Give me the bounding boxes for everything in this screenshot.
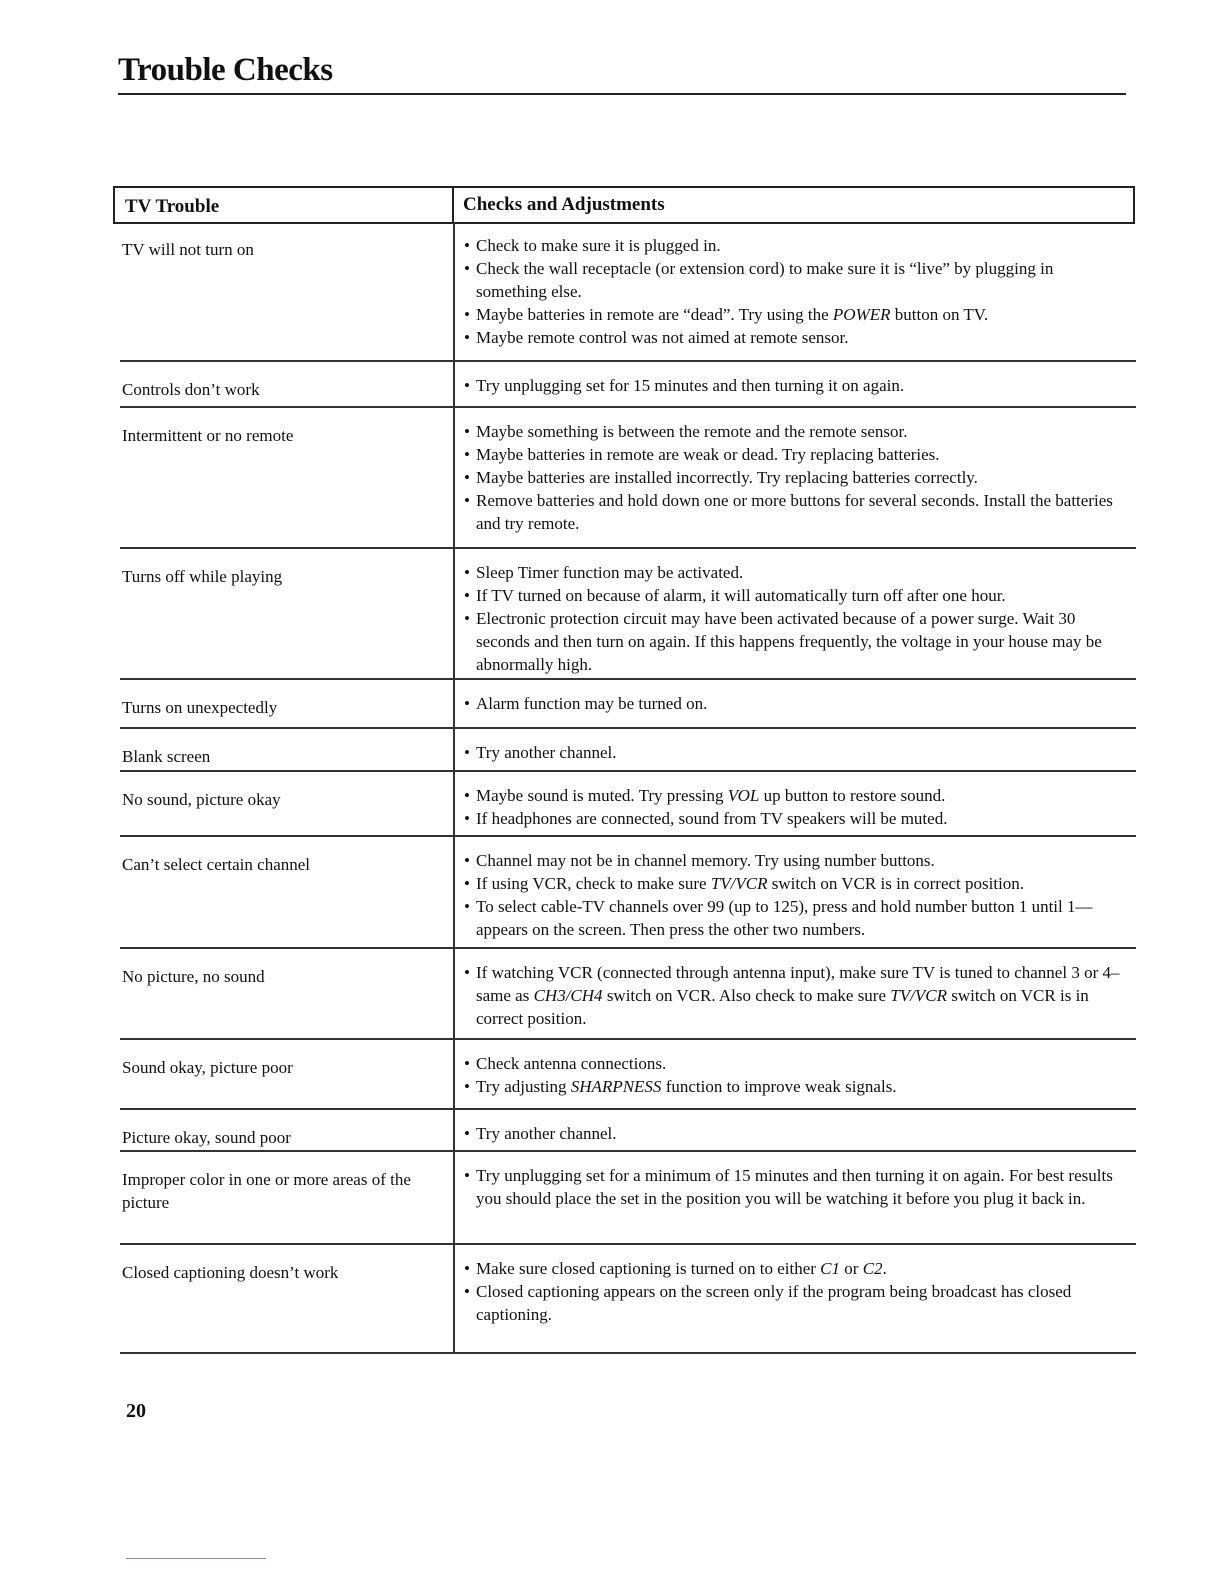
trouble-label: Intermittent or no remote [122,426,294,445]
checks-list [462,1257,1122,1326]
check-item [462,807,1122,830]
check-text: switch on VCR is in correct position. [476,986,1089,1028]
check-item [462,374,1122,397]
emphasized-term: TV/VCR [890,986,947,1005]
checks-list [462,561,1122,676]
check-item [462,561,1122,584]
check-item [462,1075,1122,1098]
check-text: Maybe batteries in remote are “dead”. Try using the [476,305,833,324]
column-divider [453,729,455,772]
checks-list [462,741,1122,764]
column-divider [453,680,455,729]
emphasized-term: C2 [862,1259,883,1278]
header-divider [452,188,454,222]
trouble-label: Controls don’t work [122,380,260,399]
check-item [462,1122,1122,1145]
check-text: switch on VCR is in correct position. [767,874,1025,893]
table-row [120,729,1136,772]
check-text: Sleep Timer function may be activated. [476,563,744,582]
check-text: Maybe batteries are installed incorrectly. Try replacing batteries correctly. [476,468,978,487]
column-divider [453,1040,455,1110]
trouble-label: Turns on unexpectedly [122,698,278,717]
check-item [462,466,1122,489]
check-text: Alarm function may be turned on. [476,694,708,713]
checks-list [462,784,1122,830]
table-row [120,680,1136,729]
trouble-label: No sound, picture okay [122,790,281,809]
check-text: If using VCR, check to make sure [476,874,711,893]
header-tv-trouble: TV Trouble [125,196,220,217]
check-item [462,849,1122,872]
column-divider [453,549,455,680]
check-text: Channel may not be in channel memory. Try using number buttons. [476,851,935,870]
check-item [462,1164,1122,1210]
check-text: If TV turned on because of alarm, it will automatically turn off after one hour. [476,586,1006,605]
emphasized-term: POWER [832,305,891,324]
check-text: switch on VCR. Also check to make sure [602,986,891,1005]
check-text: Try unplugging set for 15 minutes and then turning it on again. [476,376,905,395]
check-item [462,784,1122,807]
check-item [462,1280,1122,1326]
table-row [120,1110,1136,1152]
check-item [462,1052,1122,1075]
check-text: If watching VCR (connected through antenna input), make sure TV is tuned to channel 3 or 4–same as [476,963,1120,1005]
checks-list [462,961,1122,1030]
trouble-label: Turns off while playing [122,567,283,586]
trouble-label: Sound okay, picture poor [122,1058,293,1077]
column-divider [453,1110,455,1152]
checks-list [462,1052,1122,1098]
check-text: Electronic protection circuit may have been activated because of a power surge. Wait 30 seconds and then turn on again. If this happens frequently, the voltage in your house may be abnormally high. [476,609,1102,674]
check-item [462,584,1122,607]
check-text: Try another channel. [476,743,617,762]
column-divider [453,837,455,949]
check-item [462,420,1122,443]
check-text: Check the wall receptacle (or extension cord) to make sure it is “live” by plugging in something else. [476,259,1054,301]
table-row [120,949,1136,1040]
checks-list [462,234,1122,349]
check-text: If headphones are connected, sound from TV speakers will be muted. [476,809,948,828]
check-text: function to improve weak signals. [661,1077,897,1096]
checks-list [462,1164,1122,1210]
check-text: . [882,1259,887,1278]
check-text: Maybe remote control was not aimed at remote sensor. [476,328,849,347]
check-item [462,741,1122,764]
check-item [462,234,1122,257]
table-header [113,186,1135,224]
check-text: Try another channel. [476,1124,617,1143]
check-item [462,607,1122,676]
check-text: Make sure closed captioning is turned on to either [476,1259,821,1278]
column-divider [453,408,455,549]
check-text: up button to restore sound. [759,786,946,805]
table-row [120,837,1136,949]
emphasized-term: VOL [727,786,760,805]
emphasized-term: C1 [820,1259,841,1278]
check-text: or [840,1259,863,1278]
checks-list [462,374,1122,397]
trouble-label: Improper color in one or more areas of the picture [122,1170,411,1212]
check-text: button on TV. [890,305,989,324]
table-row [120,408,1136,549]
check-item [462,895,1122,941]
checks-list [462,692,1122,715]
check-item [462,692,1122,715]
page-title: Trouble Checks [118,52,333,88]
column-divider [453,1245,455,1354]
column-divider [453,362,455,408]
emphasized-term: SHARPNESS [570,1077,662,1096]
check-text: Try unplugging set for a minimum of 15 minutes and then turning it on again. For best results you should place the set in the position you will be watching it before you plug it back in. [476,1166,1113,1208]
table-row [120,549,1136,680]
table-row [120,222,1136,362]
column-divider [453,772,455,837]
check-item [462,326,1122,349]
check-item [462,961,1122,1030]
check-item [462,443,1122,466]
check-text: Maybe batteries in remote are weak or dead. Try replacing batteries. [476,445,940,464]
check-text: Check antenna connections. [476,1054,667,1073]
check-text: Maybe something is between the remote and the remote sensor. [476,422,908,441]
check-text: Check to make sure it is plugged in. [476,236,721,255]
trouble-label: No picture, no sound [122,967,265,986]
check-item [462,1257,1122,1280]
check-text: Remove batteries and hold down one or more buttons for several seconds. Install the batteries and try remote. [476,491,1113,533]
header-checks: Checks and Adjustments [463,194,665,215]
check-text: Try adjusting [476,1077,571,1096]
column-divider [453,222,455,362]
check-item [462,303,1122,326]
trouble-label: Picture okay, sound poor [122,1128,291,1147]
check-item [462,489,1122,535]
emphasized-term: TV/VCR [710,874,768,893]
table-row [120,1152,1136,1245]
check-item [462,257,1122,303]
footer-rule [126,1558,266,1559]
checks-list [462,1122,1122,1145]
checks-list [462,420,1122,535]
checks-list [462,849,1122,941]
table-row [120,772,1136,837]
trouble-label: Blank screen [122,747,211,766]
check-item [462,872,1122,895]
title-rule [118,93,1126,95]
table-row [120,1040,1136,1110]
table-row [120,362,1136,408]
trouble-label: Can’t select certain channel [122,855,311,874]
column-divider [453,949,455,1040]
column-divider [453,1152,455,1245]
table-row [120,1245,1136,1354]
trouble-label: Closed captioning doesn’t work [122,1263,339,1282]
check-text: Closed captioning appears on the screen only if the program being broadcast has closed captioning. [476,1282,1072,1324]
check-text: To select cable-TV channels over 99 (up to 125), press and hold number button 1 until 1— appears on the screen. Then press the other two numbers. [476,897,1093,939]
page-number: 20 [126,1400,146,1422]
trouble-label: TV will not turn on [122,240,254,259]
check-text: Maybe sound is muted. Try pressing [476,786,728,805]
emphasized-term: CH3/CH4 [533,986,603,1005]
